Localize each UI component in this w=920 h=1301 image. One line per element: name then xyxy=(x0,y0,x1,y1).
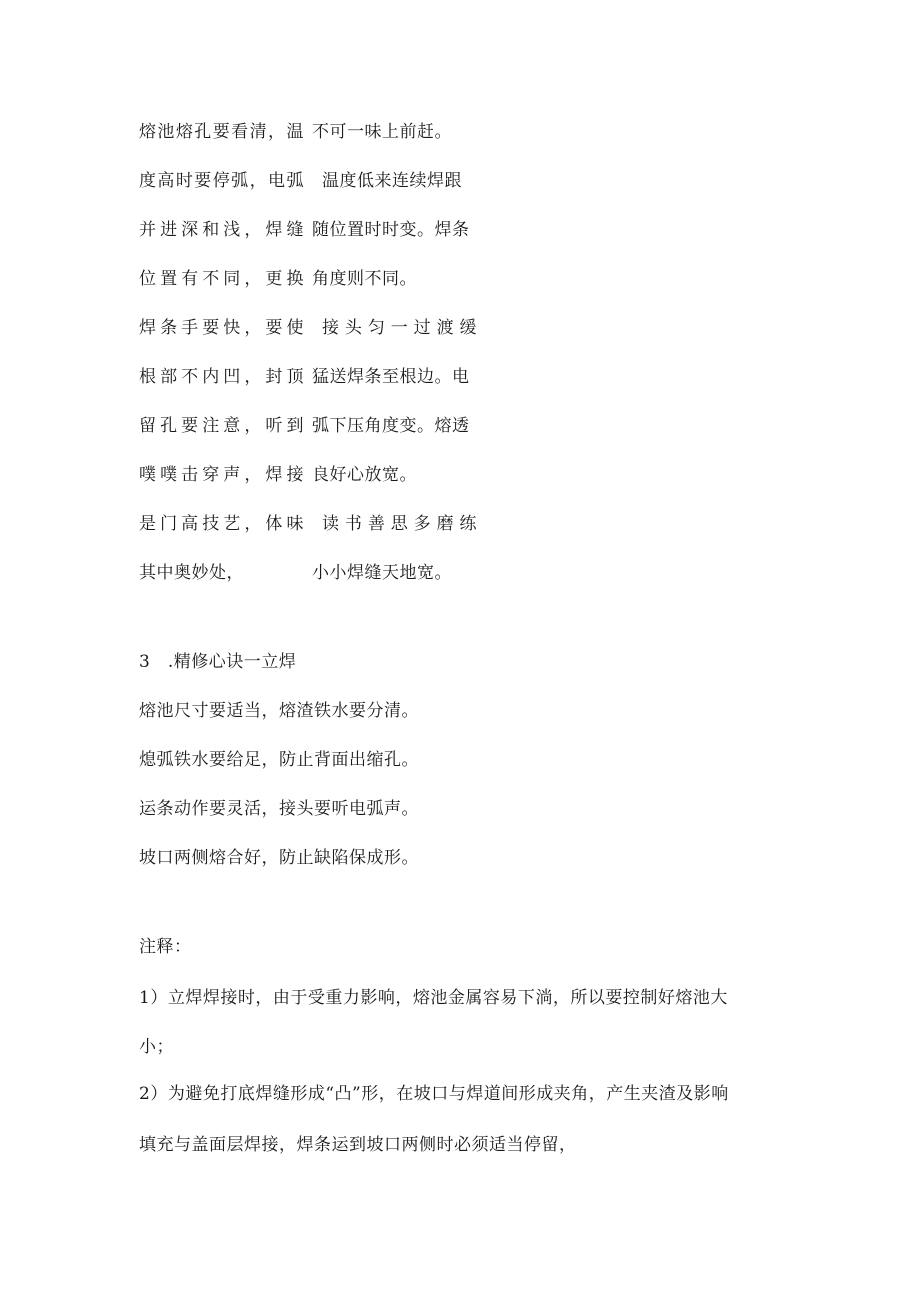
verse-line: 熄弧铁水要给足，防止背面出缩孔。 xyxy=(139,750,419,770)
verse-left-line: 根部不内凹，封顶 xyxy=(139,367,304,387)
verse-right-line: 温度低来连续焊跟 xyxy=(322,171,462,191)
verse-left-line: 位置有不同，更换 xyxy=(139,269,304,289)
note-item-2-continued: 填充与盖面层焊接，焊条运到坡口两侧时必须适当停留， xyxy=(139,1135,577,1155)
section-heading: 3 .精修心诀一立焊 xyxy=(139,652,297,672)
verse-right-line: 角度则不同。 xyxy=(312,269,417,289)
notes-heading: 注释： xyxy=(139,937,192,957)
note-item-1-continued: 小； xyxy=(139,1037,174,1057)
verse-right-line: 读书善思多磨练 xyxy=(322,514,477,534)
verse-left-line: 是门高技艺，体味 xyxy=(139,514,304,534)
verse-right-line: 小小焊缝天地宽。 xyxy=(312,563,452,583)
verse-left-line: 其中奥妙处， xyxy=(139,563,244,583)
note-item-2: 2）为避免打底焊缝形成“凸”形，在坡口与焊道间形成夹角，产生夹渣及影响 xyxy=(139,1084,729,1104)
verse-left-line: 并进深和浅，焊缝 xyxy=(139,220,304,240)
verse-left-line: 焊条手要快，要使 xyxy=(139,318,304,338)
verse-left-line: 熔池熔孔要看清，温 xyxy=(139,122,304,142)
verse-line: 熔池尺寸要适当，熔渣铁水要分清。 xyxy=(139,701,419,721)
verse-right-line: 良好心放宽。 xyxy=(312,465,417,485)
verse-right-line: 弧下压角度变。熔透 xyxy=(312,416,470,436)
verse-line: 坡口两侧熔合好，防止缺陷保成形。 xyxy=(139,848,419,868)
verse-right-line: 猛送焊条至根边。电 xyxy=(312,367,470,387)
verse-right-line: 随位置时时变。焊条 xyxy=(312,220,470,240)
verse-left-line: 噗噗击穿声，焊接 xyxy=(139,465,304,485)
verse-left-line: 度高时要停弧，电弧 xyxy=(139,171,304,191)
verse-right-line: 不可一味上前赶。 xyxy=(312,122,452,142)
verse-left-line: 留孔要注意，听到 xyxy=(139,416,304,436)
verse-right-line: 接头匀一过渡缓 xyxy=(322,318,477,338)
verse-line: 运条动作要灵活，接头要听电弧声。 xyxy=(139,799,419,819)
note-item-1: 1）立焊焊接时，由于受重力影响，熔池金属容易下淌，所以要控制好熔池大 xyxy=(139,988,728,1008)
